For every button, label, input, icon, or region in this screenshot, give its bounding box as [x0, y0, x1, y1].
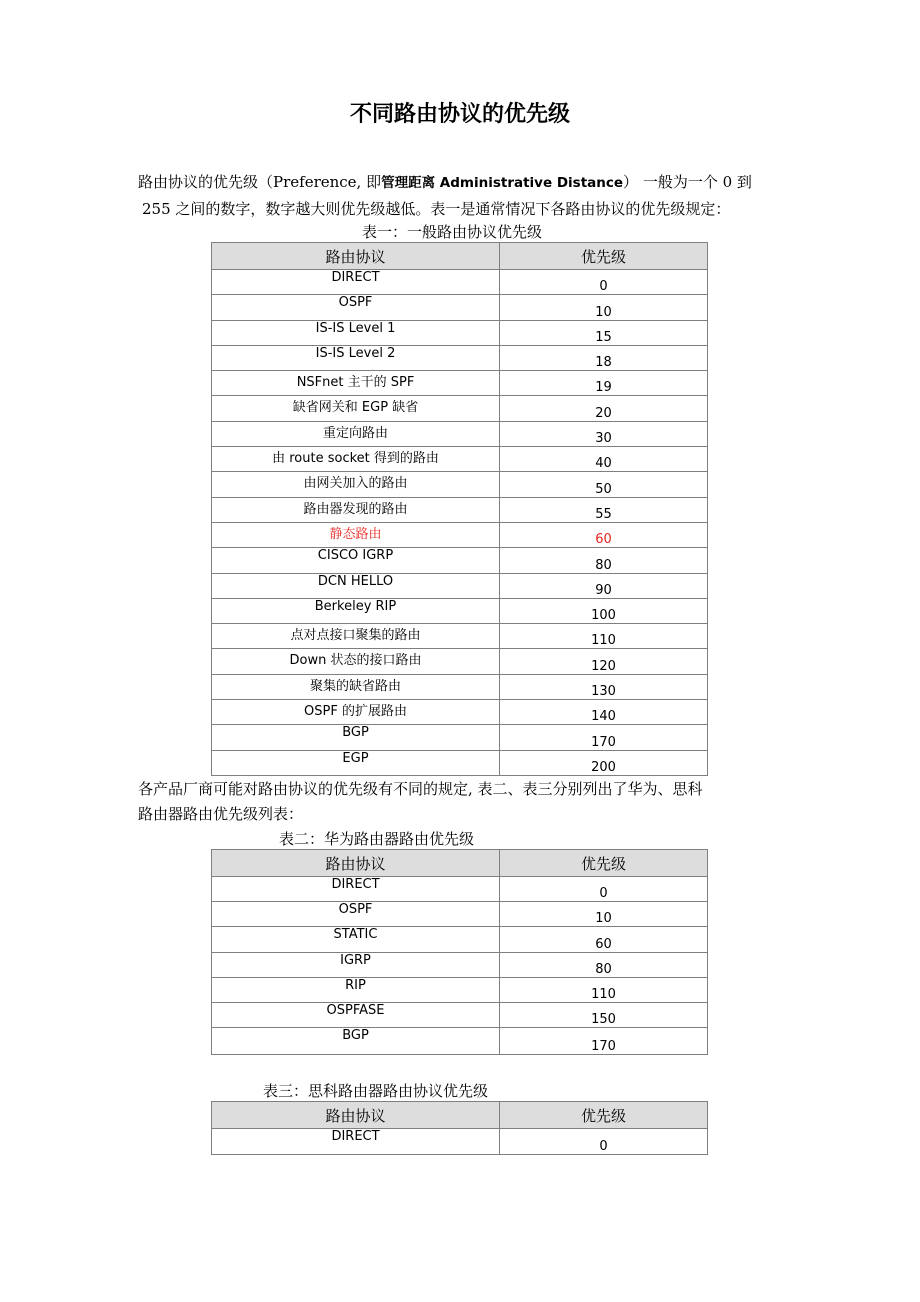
middle-text-line-1: 各产品厂商可能对路由协议的优先级有不同的规定, 表二、表三分别列出了华为、思科: [138, 780, 703, 798]
preference-cell: 60: [500, 522, 708, 547]
protocol-cell: Down 状态的接口路由: [212, 649, 500, 674]
table-row: [212, 320, 708, 345]
protocol-cell: IGRP: [212, 952, 500, 977]
table2-header-row: [212, 850, 708, 877]
table-row: [212, 649, 708, 674]
table-row: [212, 750, 708, 775]
protocol-cell: CISCO IGRP: [212, 548, 500, 573]
table-row: [212, 902, 708, 927]
intro-text-a: 路由协议的优先级（Preference, 即: [138, 173, 382, 191]
table-row: [212, 624, 708, 649]
table-row: [212, 952, 708, 977]
protocol-cell: BGP: [212, 1028, 500, 1055]
table2: [211, 849, 708, 1055]
preference-cell: 170: [500, 1028, 708, 1055]
protocol-cell: 由网关加入的路由: [212, 472, 500, 497]
preference-cell: 80: [500, 952, 708, 977]
table1: [211, 242, 708, 776]
protocol-cell: 点对点接口聚集的路由: [212, 624, 500, 649]
preference-cell: 100: [500, 598, 708, 623]
table-row: [212, 396, 708, 421]
preference-cell: 10: [500, 295, 708, 320]
table-row: [212, 927, 708, 952]
protocol-cell: EGP: [212, 750, 500, 775]
intro-text-c: ） 一般为一个 0 到: [623, 173, 752, 191]
preference-cell: 0: [500, 270, 708, 295]
preference-cell: 170: [500, 725, 708, 750]
protocol-cell: 缺省网关和 EGP 缺省: [212, 396, 500, 421]
preference-cell: 0: [500, 877, 708, 902]
table-row: [212, 548, 708, 573]
table-row: [212, 674, 708, 699]
table3-header-row: [212, 1102, 708, 1129]
table2-caption: 表二：华为路由器路由优先级: [279, 830, 475, 848]
middle-text-line-2: 路由器路由优先级列表：: [138, 805, 304, 823]
protocol-cell: RIP: [212, 977, 500, 1002]
protocol-cell: DIRECT: [212, 270, 500, 295]
preference-cell: 40: [500, 447, 708, 472]
table1-header-preference: 优先级: [500, 243, 708, 270]
page-title: 不同路由协议的优先级: [349, 102, 570, 127]
table-row: [212, 345, 708, 370]
table2-header-protocol: 路由协议: [212, 850, 500, 877]
protocol-cell: OSPFASE: [212, 1002, 500, 1027]
preference-cell: 30: [500, 421, 708, 446]
protocol-cell: 由 route socket 得到的路由: [212, 447, 500, 472]
preference-cell: 15: [500, 320, 708, 345]
protocol-cell: OSPF: [212, 902, 500, 927]
table-row: [212, 447, 708, 472]
table1-header-row: [212, 243, 708, 270]
protocol-cell: IS-IS Level 1: [212, 320, 500, 345]
protocol-cell: IS-IS Level 2: [212, 345, 500, 370]
table-row: [212, 270, 708, 295]
preference-cell: 120: [500, 649, 708, 674]
preference-cell: 150: [500, 1002, 708, 1027]
table-row: [212, 700, 708, 725]
table3-header-protocol: 路由协议: [212, 1102, 500, 1129]
preference-cell: 80: [500, 548, 708, 573]
preference-cell: 18: [500, 345, 708, 370]
table2-header-preference: 优先级: [500, 850, 708, 877]
table-row: [212, 421, 708, 446]
table-row: [212, 573, 708, 598]
preference-cell: 110: [500, 977, 708, 1002]
protocol-cell: OSPF: [212, 295, 500, 320]
protocol-cell: Berkeley RIP: [212, 598, 500, 623]
preference-cell: 0: [500, 1129, 708, 1155]
preference-cell: 60: [500, 927, 708, 952]
protocol-cell: DIRECT: [212, 877, 500, 902]
preference-cell: 10: [500, 902, 708, 927]
protocol-cell: 聚集的缺省路由: [212, 674, 500, 699]
table-row: [212, 977, 708, 1002]
protocol-cell: OSPF 的扩展路由: [212, 700, 500, 725]
table-row: [212, 472, 708, 497]
table-row: [212, 725, 708, 750]
intro-bold-term: 管理距离 Administrative Distance: [381, 175, 624, 191]
table-row: [212, 1002, 708, 1027]
table-row: [212, 877, 708, 902]
table3-header-preference: 优先级: [500, 1102, 708, 1129]
preference-cell: 55: [500, 497, 708, 522]
table-row: [212, 598, 708, 623]
intro-line-1: [138, 172, 752, 193]
preference-cell: 130: [500, 674, 708, 699]
table-row: [212, 295, 708, 320]
table-row: [212, 497, 708, 522]
protocol-cell: 静态路由: [212, 522, 500, 547]
preference-cell: 50: [500, 472, 708, 497]
protocol-cell: BGP: [212, 725, 500, 750]
table3: [211, 1101, 708, 1155]
protocol-cell: 重定向路由: [212, 421, 500, 446]
preference-cell: 20: [500, 396, 708, 421]
preference-cell: 110: [500, 624, 708, 649]
intro-line-2: 255 之间的数字，数字越大则优先级越低。表一是通常情况下各路由协议的优先级规定：: [142, 200, 731, 218]
table-row: [212, 1129, 708, 1155]
table3-caption: 表三：思科路由器路由协议优先级: [263, 1082, 489, 1100]
preference-cell: 19: [500, 371, 708, 396]
table1-header-protocol: 路由协议: [212, 243, 500, 270]
protocol-cell: DCN HELLO: [212, 573, 500, 598]
preference-cell: 90: [500, 573, 708, 598]
table-row: [212, 371, 708, 396]
protocol-cell: 路由器发现的路由: [212, 497, 500, 522]
table1-caption: 表一：一般路由协议优先级: [362, 223, 543, 241]
preference-cell: 140: [500, 700, 708, 725]
preference-cell: 200: [500, 750, 708, 775]
table-row: [212, 1028, 708, 1055]
protocol-cell: DIRECT: [212, 1129, 500, 1155]
protocol-cell: NSFnet 主干的 SPF: [212, 371, 500, 396]
protocol-cell: STATIC: [212, 927, 500, 952]
table-row: [212, 522, 708, 547]
